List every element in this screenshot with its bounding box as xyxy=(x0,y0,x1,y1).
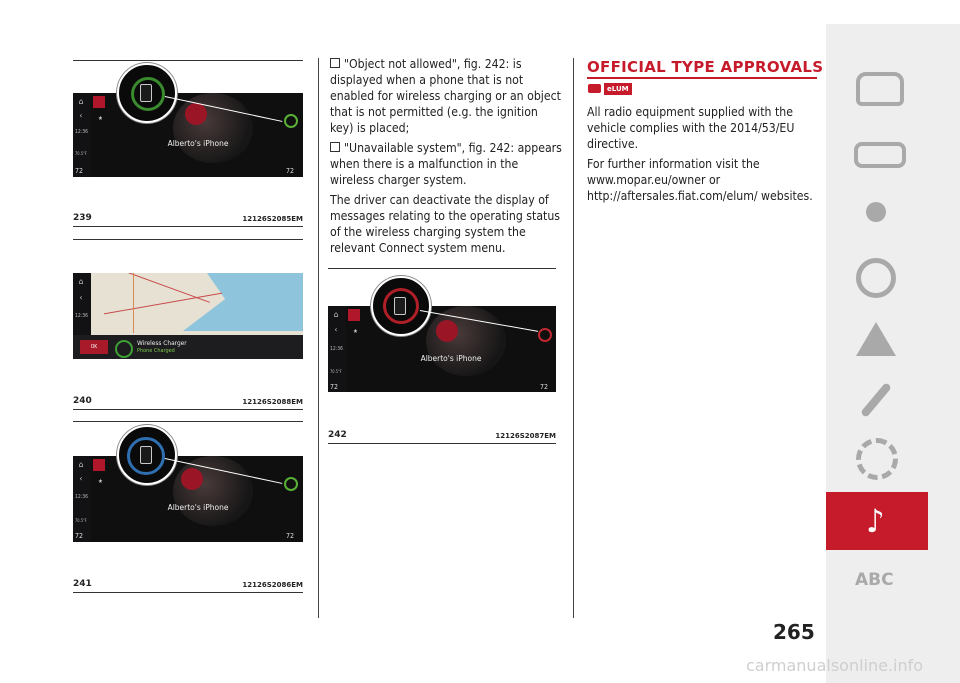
figure-240-screen xyxy=(73,273,303,359)
brand-logo-icon xyxy=(185,103,207,125)
map-road xyxy=(104,293,222,315)
abc-index-label[interactable]: ABC xyxy=(855,570,894,590)
back-icon: ‹ xyxy=(334,325,338,334)
zoom-bubble xyxy=(117,63,177,123)
elum-badge: eLUM xyxy=(604,83,632,95)
figure-code: 12126S2088EM xyxy=(242,398,303,406)
right-temp: 72 xyxy=(540,383,549,391)
middle-text xyxy=(330,56,562,260)
figure-code: 12126S2085EM xyxy=(242,215,303,223)
airbag-icon[interactable] xyxy=(866,202,886,222)
page-number: 265 xyxy=(773,620,815,644)
map-road xyxy=(133,273,134,333)
figure-241-screen xyxy=(73,456,303,542)
heading-underline xyxy=(587,77,817,79)
figure-bottom-rule xyxy=(73,409,303,410)
pointing-hand-icon xyxy=(588,84,601,93)
phone-name: Alberto's iPhone xyxy=(420,354,482,363)
figure-number: 241 xyxy=(73,579,92,589)
info-paragraph: For further information visit the www.mopar.eu/owner or http://aftersales.fiat.com/elum/ websites. xyxy=(587,157,813,203)
temp-text: 70.5°F xyxy=(75,518,87,523)
car-icon[interactable] xyxy=(856,72,904,106)
bullet-unavailable-system: "Unavailable system", fig. 242: appears when there is a malfunction in the wireless charger system. xyxy=(330,141,562,187)
deactivate-paragraph: The driver can deactivate the display of messages relating to the operating status of the wireless charging system the relevant Connect system menu. xyxy=(330,193,560,255)
back-icon: ‹ xyxy=(79,293,83,302)
map-water xyxy=(183,273,303,331)
left-temp: 72 xyxy=(75,532,84,540)
left-temp: 72 xyxy=(75,167,84,175)
charge-indicator-icon xyxy=(284,114,298,128)
notification-bar xyxy=(73,335,303,359)
brand-logo-icon xyxy=(436,320,458,342)
phone-icon xyxy=(140,446,152,464)
phone-icon xyxy=(140,84,152,102)
steering-wheel-image xyxy=(173,93,253,163)
phone-icon xyxy=(394,297,406,315)
clock-text: 12:36 xyxy=(75,494,88,500)
clock-text: 12:36 xyxy=(75,129,88,135)
bullet-object-not-allowed: "Object not allowed", fig. 242: is displayed when a phone that is not enabled for wireless charging or an object that is not permitted (e.g. the ignition key) is placed; xyxy=(330,57,561,135)
figure-bottom-rule xyxy=(328,443,556,444)
steering-wheel-image xyxy=(426,306,506,376)
active-app-tile xyxy=(348,309,360,321)
music-note-icon: ♪ xyxy=(866,502,885,540)
active-app-tile xyxy=(93,459,105,471)
steering-wheel-icon[interactable] xyxy=(856,258,896,298)
temp-text: 70.5°F xyxy=(330,369,342,374)
right-temp: 72 xyxy=(286,532,295,540)
clock-text: 12:36 xyxy=(75,313,88,319)
figure-top-rule xyxy=(73,421,303,422)
right-text xyxy=(587,104,815,208)
home-icon: ⌂ xyxy=(333,310,339,319)
figure-top-rule xyxy=(73,60,303,61)
column-divider xyxy=(573,58,574,618)
screen-sidebar xyxy=(328,306,346,392)
charge-indicator-icon xyxy=(284,477,298,491)
star-icon: ★ xyxy=(353,328,358,335)
zoom-bubble xyxy=(371,276,431,336)
figure-code: 12126S2086EM xyxy=(242,581,303,589)
section-heading: OFFICIAL TYPE APPROVALS xyxy=(587,58,824,76)
figure-bottom-rule xyxy=(73,226,303,227)
chapter-tab-multimedia[interactable] xyxy=(826,492,928,550)
charger-title: Wireless Charger xyxy=(137,339,187,347)
wireless-charge-icon xyxy=(115,340,133,358)
star-icon: ★ xyxy=(98,115,103,122)
steering-wheel-image xyxy=(173,456,253,526)
warning-triangle-icon[interactable] xyxy=(856,322,896,356)
charger-status: Phone Charged xyxy=(137,348,175,354)
gear-info-icon[interactable] xyxy=(856,438,898,480)
star-icon: ★ xyxy=(98,478,103,485)
directive-paragraph: All radio equipment supplied with the vehicle complies with the 2014/53/EU directive. xyxy=(587,105,795,151)
figure-239-screen xyxy=(73,93,303,177)
brand-logo-icon xyxy=(181,468,203,490)
right-temp: 72 xyxy=(286,167,295,175)
dashboard-icon[interactable] xyxy=(854,142,906,168)
column-divider xyxy=(318,58,319,618)
figure-top-rule xyxy=(328,268,556,269)
zoom-bubble xyxy=(117,425,177,485)
screen-sidebar xyxy=(73,456,91,542)
active-app-tile xyxy=(93,96,105,108)
watermark: carmanualsonline.info xyxy=(746,656,924,675)
figure-242-screen xyxy=(328,306,556,392)
figure-number: 240 xyxy=(73,396,92,406)
charge-error-indicator-icon xyxy=(538,328,552,342)
back-icon: ‹ xyxy=(79,111,83,120)
back-icon: ‹ xyxy=(79,474,83,483)
left-temp: 72 xyxy=(330,383,339,391)
phone-name: Alberto's iPhone xyxy=(167,503,229,512)
temp-text: 70.5°F xyxy=(75,151,87,156)
wrench-icon[interactable] xyxy=(860,382,892,418)
home-icon: ⌂ xyxy=(78,460,84,469)
figure-bottom-rule xyxy=(73,592,303,593)
figure-number: 239 xyxy=(73,213,92,223)
figure-top-rule xyxy=(73,239,303,240)
checkbox-bullet-icon xyxy=(330,58,340,68)
figure-code: 12126S2087EM xyxy=(495,432,556,440)
home-icon: ⌂ xyxy=(78,97,84,106)
ok-button[interactable]: OK xyxy=(80,340,108,354)
clock-text: 12:36 xyxy=(330,346,343,352)
phone-name: Alberto's iPhone xyxy=(167,139,229,148)
home-icon: ⌂ xyxy=(78,277,84,286)
figure-number: 242 xyxy=(328,430,347,440)
screen-sidebar xyxy=(73,93,91,177)
checkbox-bullet-icon xyxy=(330,142,340,152)
